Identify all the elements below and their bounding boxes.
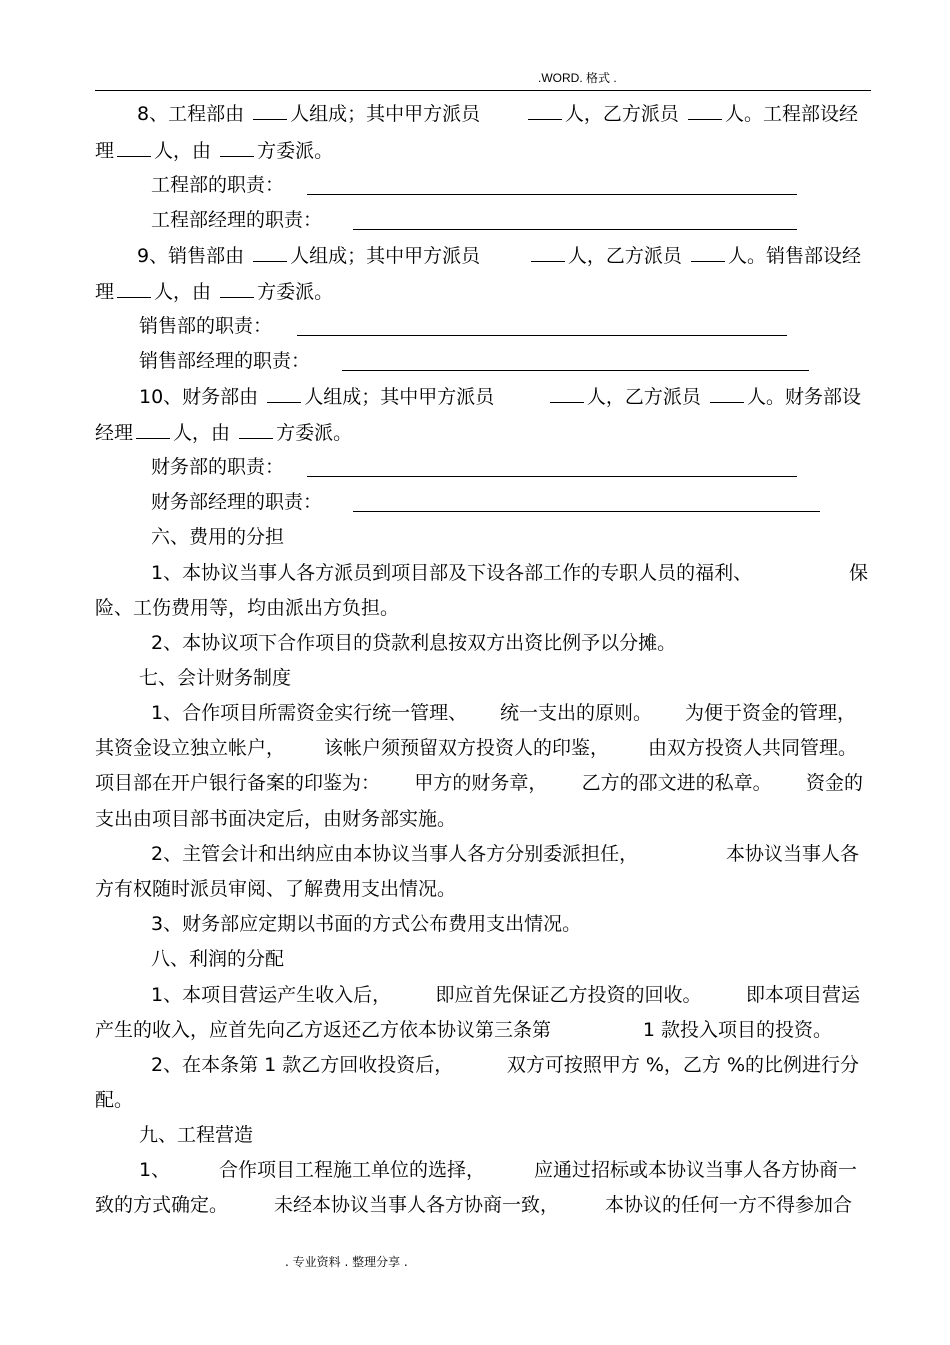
sec6-c1-text-a: 1、本协议当事人各方派员到项目部及下设各部工作的专职人员的福利、 [151,562,753,584]
sec8-c1-l1-a: 1、本项目营运产生收入后， [151,984,392,1006]
s8-line2: 理 人，由 方委派。 [95,137,333,164]
sec8-clause2-line1 [151,1052,859,1078]
sec9-c1-l1-a: 1、 [139,1159,171,1181]
sec7-clause1-line3 [95,770,863,796]
sec7-c1-l1-a: 1、合作项目所需资金实行统一管理、 [151,702,468,724]
sec7-clause2-line1 [151,841,859,867]
sec9-clause1-line2 [95,1192,852,1218]
s10-blank-total[interactable] [267,383,301,403]
s10-line1 [139,383,861,410]
s8-text-a: 8、工程部由 人组成；其中甲方派员 [137,100,480,127]
sec7-c1-l3-a: 项目部在开户银行备案的印鉴为： [95,772,381,794]
sec7-c1-l3-c: 乙方的邵文进的私章。 [581,772,772,794]
s8-blank-yi[interactable] [688,100,722,120]
s8-blank-manager[interactable] [117,137,151,157]
page-header: .WORD. 格式 . [538,71,617,85]
s9-blank-jia[interactable] [531,242,565,262]
sec6-clause1-line1 [151,560,868,586]
sec8-clause1-line1 [151,982,860,1008]
s9-blank-manager[interactable] [117,278,151,298]
sec7-c1-l3-b: 甲方的财务章， [414,772,548,794]
s10-blank-party[interactable] [239,419,273,439]
sec7-c1-l3-d: 资金的 [805,772,863,794]
sec7-clause2-line2: 方有权随时派员审阅、了解费用支出情况。 [95,878,457,900]
sec8-c1-l2-a: 产生的收入，应首先向乙方返还乙方依本协议第三条第 [95,1019,552,1041]
sec8-c1-l1-b: 即应首先保证乙方投资的回收。 [435,984,702,1006]
s9-line1 [137,242,861,269]
s10-line2: 经理 人，由 方委派。 [95,419,352,446]
s9-duty-label: 销售部的职责： [139,315,273,337]
sec8-c2-l1-a: 2、在本条第 1 款乙方回收投资后， [151,1054,454,1076]
s10-duty-label: 财务部的职责： [151,456,285,478]
sec8-c1-l1-c: 即本项目营运 [745,984,860,1006]
s9-line2: 理 人，由 方委派。 [95,278,333,305]
sec6-clause2: 2、本协议项下合作项目的贷款利息按双方出资比例予以分摊。 [151,632,677,654]
sec6-clause1-line2: 险、工伤费用等，均由派出方负担。 [95,597,400,619]
s8-line1 [137,100,858,127]
s9-text-b: 人，乙方派员 人。销售部设经 [528,242,861,269]
s9-blank-party[interactable] [220,278,254,298]
s9-manager-duty-field[interactable] [342,370,809,371]
sec9-c1-l2-c: 本协议的任何一方不得参加合 [604,1194,852,1216]
s10-duty-field[interactable] [307,476,797,477]
sec8-clause2-line2: 配。 [95,1089,134,1111]
s10-text-a: 10、财务部由 人组成；其中甲方派员 [139,383,494,410]
sec7-clause3: 3、财务部应定期以书面的方式公布费用支出情况。 [151,913,582,935]
sec8-clause1-line2 [95,1017,832,1043]
sec6-title: 六、费用的分担 [151,526,285,548]
s9-duty-field[interactable] [297,335,787,336]
sec9-c1-l2-a: 致的方式确定。 [95,1194,229,1216]
page-footer: . 专业资料 . 整理分享 . [285,1255,408,1269]
s8-blank-jia[interactable] [528,100,562,120]
sec9-c1-l2-b: 未经本协议当事人各方协商一致， [273,1194,559,1216]
s9-blank-yi[interactable] [691,242,725,262]
s8-duty-field[interactable] [307,194,797,195]
sec7-clause1-line4: 支出由项目部书面决定后，由财务部实施。 [95,808,457,830]
sec7-c2-l1-b: 本协议当事人各 [725,843,859,865]
header-rule [95,90,871,91]
s9-text-a: 9、销售部由 人组成；其中甲方派员 [137,242,480,269]
sec8-c2-l1-b: 双方可按照甲方 %，乙方 %的比例进行分 [506,1054,859,1076]
sec9-c1-l1-c: 应通过招标或本协议当事人各方协商一 [533,1159,857,1181]
sec7-title: 七、会计财务制度 [139,667,292,689]
s8-text-b: 人，乙方派员 人。工程部设经 [525,100,858,127]
sec7-clause1-line1 [151,700,856,726]
sec9-c1-l1-b: 合作项目工程施工单位的选择， [219,1159,486,1181]
sec7-c1-l1-b: 统一支出的原则。 [500,702,653,724]
sec9-title: 九、工程营造 [139,1124,254,1146]
sec8-title: 八、利润的分配 [151,948,285,970]
sec7-c1-l1-c: 为便于资金的管理， [684,702,856,724]
s9-blank-total[interactable] [253,242,287,262]
s10-manager-duty-label: 财务部经理的职责： [151,491,323,513]
s10-blank-yi[interactable] [710,383,744,403]
s10-text-b: 人，乙方派员 人。财务部设 [547,383,861,410]
s8-manager-duty-label: 工程部经理的职责： [151,209,323,231]
s10-manager-duty-field[interactable] [353,511,820,512]
sec7-c1-l2-c: 由双方投资人共同管理。 [647,737,857,759]
s8-blank-party[interactable] [220,137,254,157]
s9-manager-duty-label: 销售部经理的职责： [139,350,311,372]
sec6-c1-text-b: 保 [848,562,868,584]
sec8-c1-l2-b: 1 款投入项目的投资。 [642,1019,832,1041]
sec7-c1-l2-a: 其资金设立独立帐户， [95,737,286,759]
s8-blank-total[interactable] [253,100,287,120]
s8-duty-label: 工程部的职责： [151,174,285,196]
s10-blank-manager[interactable] [136,419,170,439]
sec9-clause1-line1 [139,1157,857,1183]
s8-manager-duty-field[interactable] [353,229,797,230]
sec7-clause1-line2 [95,735,857,761]
s10-blank-jia[interactable] [550,383,584,403]
sec7-c2-l1-a: 2、主管会计和出纳应由本协议当事人各方分别委派担任， [151,843,639,865]
sec7-c1-l2-b: 该帐户须预留双方投资人的印鉴， [323,737,609,759]
